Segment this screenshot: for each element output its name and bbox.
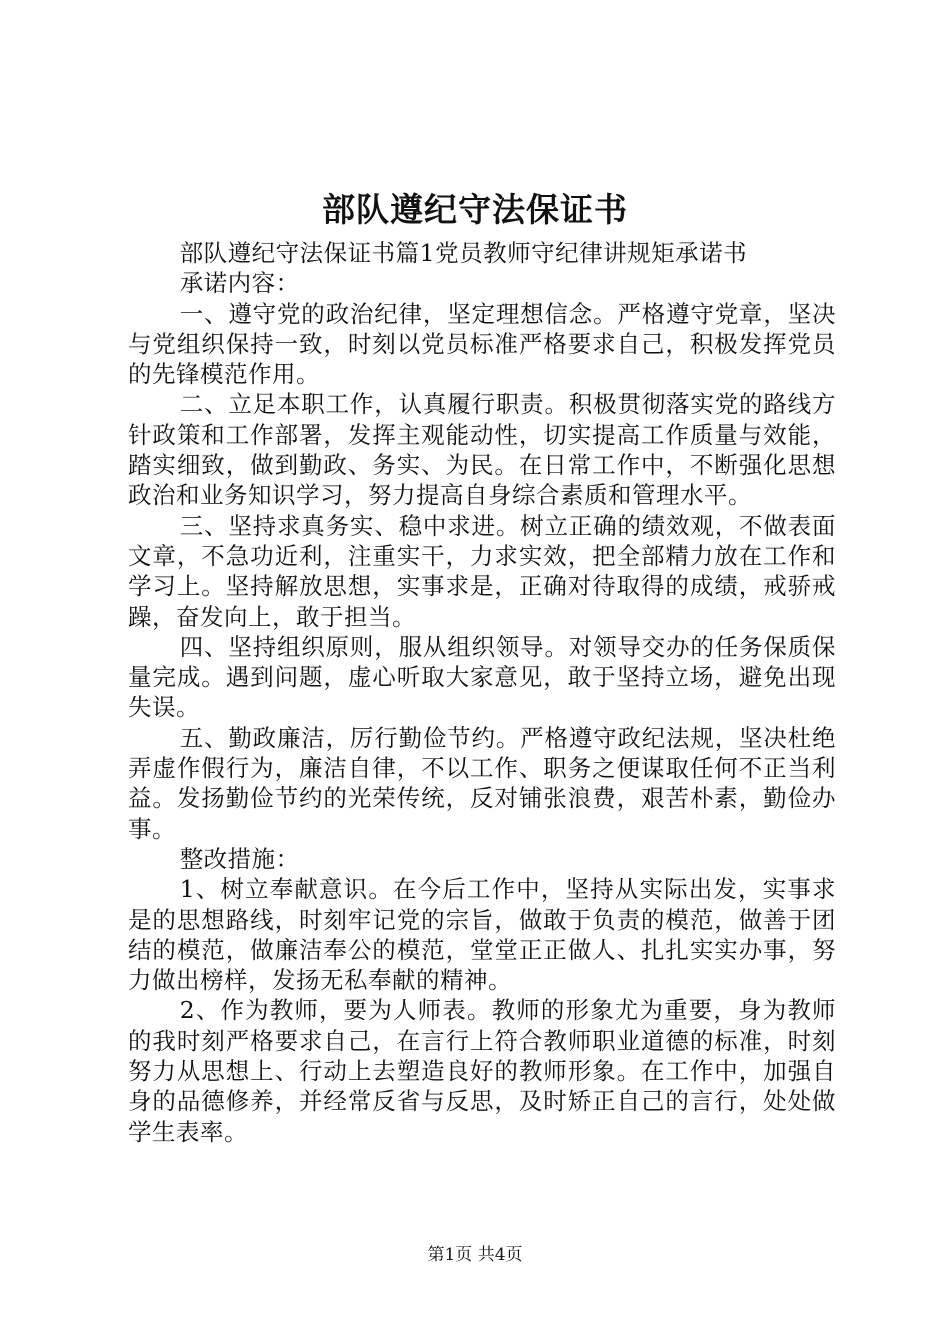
section-heading-rectification: 整改措施：	[179, 844, 300, 873]
document-body	[128, 238, 836, 1147]
paragraph-rectification-2: 2、作为教师，要为人师表。教师的形象尤为重要，身为教师的我时刻严格要求自己，在言行上符合教师职业道德的标准，时刻努力从思想上、行动上去塑造良好的教师形象。在工作中，加强自身的品德修养，并经常反省与反思，及时矫正自己的言行，处处做学生表率。	[128, 996, 836, 1146]
paragraph-commitment-3: 三、坚持求真务实、稳中求进。树立正确的绩效观，不做表面文章，不急功近利，注重实干，力求实效，把全部精力放在工作和学习上。坚持解放思想，实事求是，正确对待取得的成绩，戒骄戒躁，奋发向上，敢于担当。	[128, 511, 836, 631]
section-heading-commitment: 承诺内容：	[179, 269, 300, 298]
paragraph-commitment-2: 二、立足本职工作，认真履行职责。积极贯彻落实党的路线方针政策和工作部署，发挥主观能动性，切实提高工作质量与效能，踏实细致，做到勤政、务实、为民。在日常工作中，不断强化思想政治和业务知识学习，努力提高自身综合素质和管理水平。	[128, 390, 836, 510]
paragraph-commitment-5: 五、勤政廉洁，厉行勤俭节约。严格遵守政纪法规，坚决杜绝弄虚作假行为，廉洁自律，不以工作、职务之便谋取任何不正当利益。发扬勤俭节约的光荣传统，反对铺张浪费，艰苦朴素，勤俭办事。	[128, 723, 836, 843]
paragraph-rectification-1: 1、树立奉献意识。在今后工作中，坚持从实际出发，实事求是的思想路线，时刻牢记党的宗旨，做敢于负责的模范，做善于团结的模范，做廉洁奉公的模范，堂堂正正做人、扎扎实实办事，努力做出榜样，发扬无私奉献的精神。	[128, 875, 836, 995]
intro-line: 部队遵纪守法保证书篇1党员教师守纪律讲规矩承诺书	[179, 239, 748, 267]
paragraph-commitment-4: 四、坚持组织原则，服从组织领导。对领导交办的任务保质保量完成。遇到问题，虚心听取大家意见，敢于坚持立场，避免出现失误。	[128, 632, 836, 722]
paragraph-commitment-1: 一、遵守党的政治纪律，坚定理想信念。严格遵守党章，坚决与党组织保持一致，时刻以党员标准严格要求自己，积极发挥党员的先锋模范作用。	[128, 299, 836, 389]
page-number: 第1页 共4页	[427, 1245, 523, 1265]
document-title: 部队遵纪守法保证书	[322, 190, 628, 229]
